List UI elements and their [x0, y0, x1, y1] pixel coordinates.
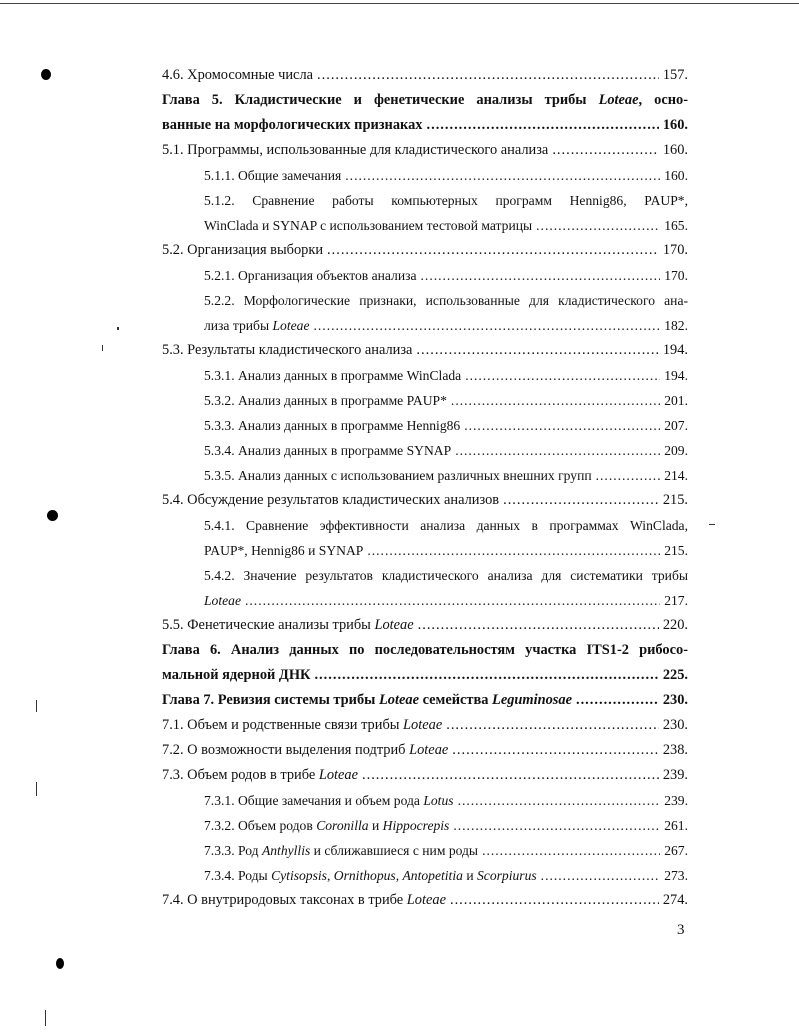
toc-entry-page: 201.	[664, 393, 688, 408]
toc-entry-page: 274.	[662, 892, 688, 908]
toc-entry-5-3-1	[204, 363, 688, 388]
dot-leader	[418, 613, 659, 638]
toc-entry-page: 239.	[662, 767, 688, 783]
dot-leader	[464, 413, 660, 438]
toc-entry-page: 261.	[664, 818, 688, 833]
toc-entry-5-2-1	[204, 263, 688, 288]
scan-top-rule	[0, 3, 799, 4]
toc-entry-title: 7.2. О возможности выделения подтриб Loteae	[162, 742, 449, 758]
scan-spot-3	[56, 958, 64, 969]
toc-entry-7-4	[162, 888, 688, 913]
dot-leader	[455, 438, 660, 463]
toc-entry-page: 170.	[662, 242, 688, 258]
dot-leader	[314, 313, 661, 338]
toc-entry-5-5	[162, 613, 688, 638]
dot-leader	[245, 588, 660, 613]
toc-entry-title: 5.3.5. Анализ данных с использованием различных внешних групп	[204, 468, 592, 483]
toc-entry-page: 230.	[662, 717, 688, 733]
toc-entry-7-3-2	[204, 813, 688, 838]
toc-entry-title-line-2: ванные на морфологических признаках	[162, 117, 423, 133]
toc-entry-page: 215.	[662, 492, 688, 508]
dot-leader	[536, 213, 660, 238]
toc-entry-page: 214.	[664, 468, 688, 483]
toc-entry-page: 267.	[664, 843, 688, 858]
toc-entry-page: 157.	[662, 67, 688, 83]
toc-entry-5-3	[162, 338, 688, 363]
dot-leader	[427, 113, 659, 138]
toc-entry-title-line-1: 5.4.2. Значение результатов кладистического анализа для систематики трибы	[204, 568, 688, 583]
toc-entry-page: 160.	[664, 168, 688, 183]
toc-entry-title: 5.3.1. Анализ данных в программе WinClada	[204, 368, 462, 383]
toc-entry-title: 5.5. Фенетические анализы трибы Loteae	[162, 617, 414, 633]
toc-entry-ch5	[162, 88, 688, 138]
toc-entry-title: 5.2.1. Организация объектов анализа	[204, 268, 417, 283]
table-of-contents	[162, 63, 688, 913]
toc-entry-ch7	[162, 688, 688, 713]
toc-entry-5-1-1	[204, 163, 688, 188]
toc-entry-title-line-1: 5.2.2. Морфологические признаки, использованные для кладистического ана-	[204, 293, 688, 308]
toc-entry-page: 165.	[664, 218, 688, 233]
toc-entry-title: 5.3.2. Анализ данных в программе PAUP*	[204, 393, 447, 408]
dot-leader	[421, 263, 661, 288]
toc-entry-title: 5.2. Организация выборки	[162, 242, 324, 258]
toc-entry-5-3-3	[204, 413, 688, 438]
scan-mark-5	[36, 782, 37, 796]
scan-spot-2	[47, 510, 58, 521]
toc-entry-page: 209.	[664, 443, 688, 458]
toc-entry-title-line-2: мальной ядерной ДНК	[162, 667, 311, 683]
toc-entry-page: 194.	[662, 342, 688, 358]
toc-entry-page: 182.	[664, 318, 688, 333]
toc-entry-page: 194.	[664, 368, 688, 383]
toc-entry-title: 5.3.4. Анализ данных в программе SYNAP	[204, 443, 452, 458]
scan-spot-1	[41, 69, 51, 80]
dot-leader	[327, 238, 659, 263]
toc-entry-page: 170.	[664, 268, 688, 283]
dot-leader	[317, 63, 659, 88]
dot-leader	[458, 788, 661, 813]
toc-entry-4-6	[162, 63, 688, 88]
toc-entry-5-3-5	[204, 463, 688, 488]
toc-entry-5-3-4	[204, 438, 688, 463]
dot-leader	[446, 713, 659, 738]
dot-leader	[314, 663, 658, 688]
toc-entry-page: 160.	[662, 117, 688, 133]
toc-entry-5-4-1	[204, 513, 688, 563]
toc-entry-title-line-1: 5.1.2. Сравнение работы компьютерных программ Hennig86, PAUP*,	[204, 193, 688, 208]
dot-leader	[482, 838, 660, 863]
toc-entry-title: 5.1. Программы, использованные для кладистического анализа	[162, 142, 549, 158]
dot-leader	[552, 138, 659, 163]
toc-entry-title: 7.1. Объем и родственные связи трибы Loteae	[162, 717, 443, 733]
toc-entry-title: 7.3.1. Общие замечания и объем рода Lotus	[204, 793, 454, 808]
dot-leader	[362, 763, 659, 788]
toc-entry-5-4	[162, 488, 688, 513]
toc-entry-page: 239.	[664, 793, 688, 808]
toc-entry-page: 230.	[662, 692, 688, 708]
toc-entry-title: 4.6. Хромосомные числа	[162, 67, 314, 83]
dot-leader	[596, 463, 661, 488]
toc-entry-title-line-2: PAUP*, Hennig86 и SYNAP	[204, 543, 364, 558]
toc-entry-title: 7.3. Объем родов в трибе Loteae	[162, 767, 358, 783]
toc-entry-5-2	[162, 238, 688, 263]
toc-entry-title: 7.3.2. Объем родов Coronilla и Hippocrepis	[204, 818, 450, 833]
toc-entry-page: 238.	[662, 742, 688, 758]
dot-leader	[452, 738, 659, 763]
scan-mark-4	[36, 700, 37, 712]
dot-leader	[503, 488, 659, 513]
toc-entry-7-3-3	[204, 838, 688, 863]
toc-entry-7-3-4	[204, 863, 688, 888]
toc-entry-title: 5.4. Обсуждение результатов кладистических анализов	[162, 492, 500, 508]
toc-entry-ch6	[162, 638, 688, 688]
toc-entry-title-line-1: Глава 5. Кладистические и фенетические анализы трибы Loteae, осно-	[162, 92, 688, 108]
dot-leader	[453, 813, 660, 838]
toc-entry-5-1	[162, 138, 688, 163]
toc-entry-title-line-2: WinClada и SYNAP с использованием тестовой матрицы	[204, 218, 533, 233]
dot-leader	[451, 388, 660, 413]
toc-entry-title: 5.1.1. Общие замечания	[204, 168, 342, 183]
toc-entry-5-1-2	[204, 188, 688, 238]
toc-entry-page: 160.	[662, 142, 688, 158]
scan-mark-3	[709, 524, 715, 525]
page-number: 3	[677, 922, 685, 938]
toc-entry-7-3	[162, 763, 688, 788]
dot-leader	[345, 163, 660, 188]
toc-entry-title: 5.3.3. Анализ данных в программе Hennig86	[204, 418, 461, 433]
toc-entry-title: Глава 7. Ревизия системы трибы Loteae семейства Leguminosae	[162, 692, 572, 708]
toc-entry-title: 7.4. О внутриродовых таксонах в трибе Loteae	[162, 892, 446, 908]
toc-entry-5-2-2	[204, 288, 688, 338]
toc-entry-title-line-1: Глава 6. Анализ данных по последовательностям участка ITS1-2 рибосо-	[162, 642, 688, 658]
toc-entry-7-1	[162, 713, 688, 738]
toc-entry-page: 220.	[662, 617, 688, 633]
toc-entry-7-3-1	[204, 788, 688, 813]
toc-entry-title: 7.3.4. Роды Cytisopsis, Ornithopus, Antopetitia и Scorpiurus	[204, 868, 537, 883]
toc-entry-title-line-2: Loteae	[204, 593, 241, 608]
scan-mark-2	[102, 345, 103, 351]
toc-entry-page: 215.	[664, 543, 688, 558]
dot-leader	[465, 363, 660, 388]
toc-entry-title: 7.3.3. Род Anthyllis и сближавшиеся с ним роды	[204, 843, 479, 858]
toc-entry-page: 217.	[664, 593, 688, 608]
dot-leader	[416, 338, 658, 363]
dot-leader	[576, 688, 659, 713]
toc-entry-5-3-2	[204, 388, 688, 413]
toc-entry-title: 5.3. Результаты кладистического анализа	[162, 342, 413, 358]
dot-leader	[367, 538, 660, 563]
toc-entry-7-2	[162, 738, 688, 763]
toc-entry-page: 273.	[664, 868, 688, 883]
dot-leader	[450, 888, 659, 913]
toc-entry-5-4-2	[204, 563, 688, 613]
toc-entry-page: 225.	[662, 667, 688, 683]
toc-entry-page: 207.	[664, 418, 688, 433]
scan-mark-6	[45, 1010, 46, 1026]
toc-entry-title-line-2: лиза трибы Loteae	[204, 318, 310, 333]
toc-entry-title-line-1: 5.4.1. Сравнение эффективности анализа данных в программах WinClada,	[204, 518, 688, 533]
scan-mark-1	[117, 327, 119, 330]
dot-leader	[541, 863, 661, 888]
